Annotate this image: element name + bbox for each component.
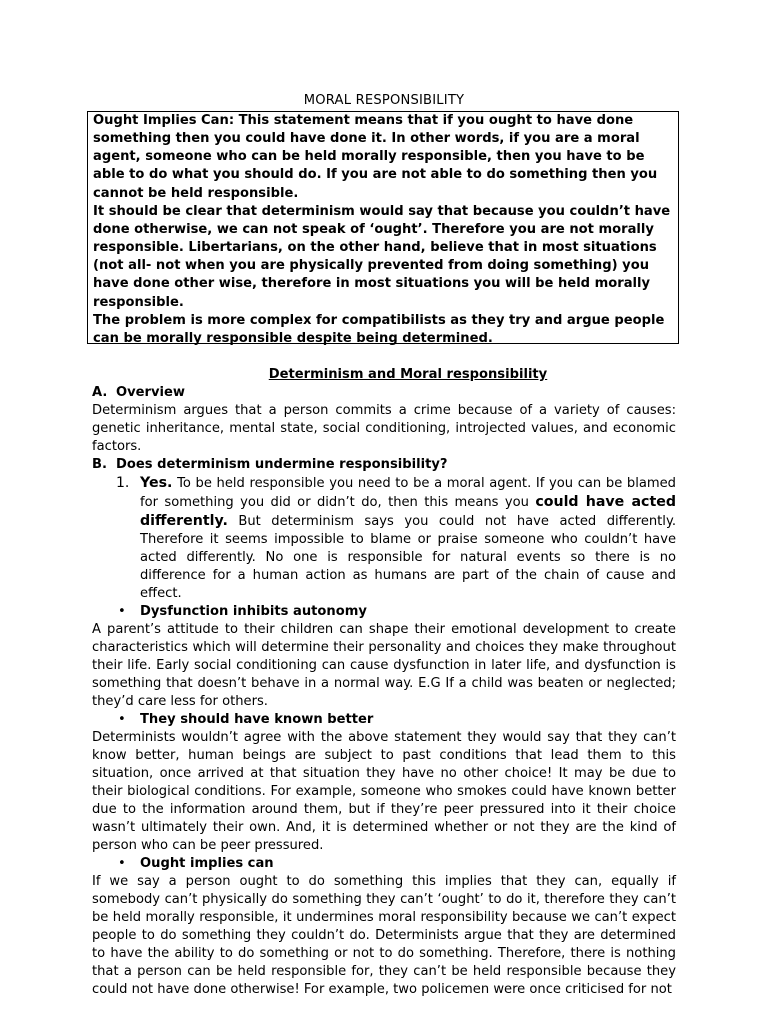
- section-a-title: Overview: [116, 385, 186, 400]
- section-b-heading: [92, 456, 676, 474]
- document-title: MORAL RESPONSIBILITY: [303, 93, 465, 108]
- box-paragraph: It should be clear that determinism would say that because you couldn’t have done otherwise, we can not speak of ‘ought’. Therefore you are not morally responsible. Libertarians, on the other hand, believe that in most situations (not all- not when you are physically prevented from doing something) you have done other wise, therefore in most situations you will be held morally responsible.: [93, 203, 671, 310]
- numbered-item-1: [92, 474, 676, 603]
- bullet-heading-known-better: [92, 711, 676, 729]
- item-bold-phrase: could have acted differently.: [140, 494, 677, 529]
- bullet-heading-ought-implies-can: [92, 855, 676, 873]
- item-number: 1.: [116, 475, 130, 491]
- bullet-title: Dysfunction inhibits autonomy: [140, 604, 367, 619]
- section-b-title: Does determinism undermine responsibility?: [116, 457, 448, 472]
- section-a-heading: [92, 384, 676, 402]
- box-paragraph: The problem is more complex for compatibilists as they try and argue people can be morally responsible despite being determined.: [93, 312, 665, 346]
- bullet-text-dysfunction: A parent’s attitude to their children can shape their emotional development to create characteristics which will determine their personality and choices they make throughout their life. Early social conditioning can cause dysfunction in later life, and dysfunction is something that doesn’t behave in a normal way. E.G If a child was beaten or neglected; they’d care less for others.: [92, 622, 676, 709]
- main-content: [92, 384, 676, 999]
- bullet-icon: •: [118, 856, 126, 871]
- item-text-b: But determinism says you could not have acted differently. Therefore it seems impossible to blame or praise someone who couldn’t have acted differently. No one is responsible for natural events so there is no difference for a human action as humans are part of the chain of cause and effect.: [140, 514, 676, 601]
- section-a-letter: A.: [92, 385, 108, 400]
- bullet-icon: •: [118, 712, 126, 727]
- bullet-heading-dysfunction: [92, 603, 676, 621]
- ought-implies-can-box: [87, 111, 679, 344]
- item-text-a: To be held responsible you need to be a moral agent. If you can be blamed for something you did or didn’t do, then this means you: [140, 476, 676, 510]
- box-paragraph: Ought Implies Can: This statement means that if you ought to have done something then you could have done it. In other words, if you are a moral agent, someone who can be held morally responsible, then you have to be able to do what you should do. If you are not able to do something then you cannot be held responsible.: [93, 113, 658, 201]
- item-lead: Yes.: [140, 475, 173, 491]
- bullet-text-ought-implies-can: If we say a person ought to do something this implies that they can, equally if somebody can’t physically do something they can’t ‘ought’ to do it, therefore they can’t be held morally responsible, it undermines moral responsibility because we can’t expect people to do something they couldn’t do. Determinists argue that they are determined to have the ability to do something or not to do something. Therefore, there is nothing that a person can be held responsible for, they can’t be held responsible because they could not have done otherwise! For example, two policemen were once criticised for not: [92, 874, 676, 997]
- section-a-text: Determinism argues that a person commits a crime because of a variety of causes: genetic inheritance, mental state, social conditioning, introjected values, and economic factors.: [92, 403, 676, 454]
- bullet-icon: •: [118, 604, 126, 619]
- bullet-title: Ought implies can: [140, 856, 274, 871]
- section-subheading: Determinism and Moral responsibility: [268, 367, 548, 382]
- bullet-text-known-better: Determinists wouldn’t agree with the above statement they would say that they can’t know better, human beings are subject to past conditions that lead them to this situation, once arrived at that situation they have no other choice! It may be due to their biological conditions. For example, someone who smokes could have known better due to the information around them, but if they’re peer pressured into it their choice wasn’t ultimately their own. And, it is determined whether or not they are the kind of person who can be peer pressured.: [92, 730, 676, 853]
- bullet-title: They should have known better: [140, 712, 374, 727]
- section-b-letter: B.: [92, 457, 107, 472]
